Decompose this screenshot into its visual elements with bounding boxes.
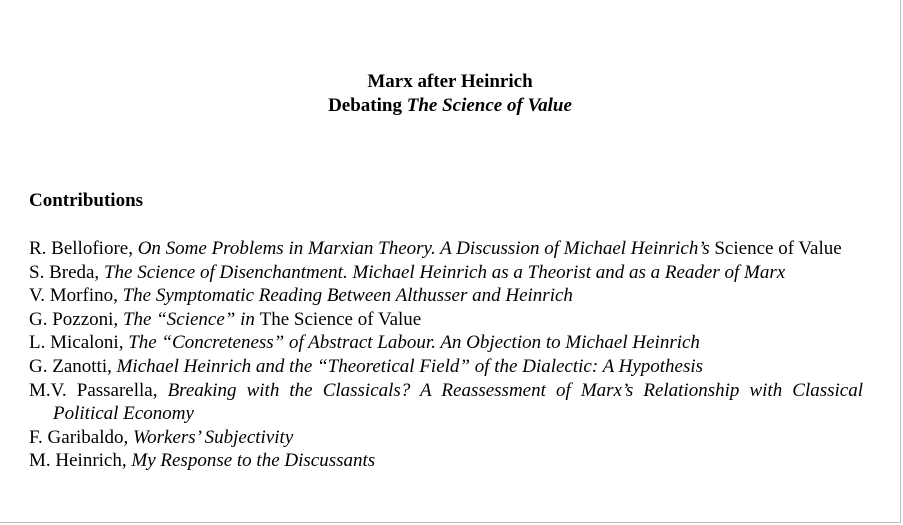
contribution-title <box>123 285 573 306</box>
contribution-entry <box>29 331 863 355</box>
contribution-title <box>133 427 293 448</box>
contribution-author: F. Garibaldo, <box>29 426 134 448</box>
contribution-author: V. Morfino, <box>29 285 123 307</box>
contribution-entry <box>29 284 863 308</box>
contribution-title-text: The Science of Disenchantment. Michael Heinrich as a Theorist and as a Reader of Marx <box>103 261 786 283</box>
contribution-title <box>104 262 785 283</box>
contribution-title-text: Workers’ Subjectivity <box>133 426 294 448</box>
contribution-title-text: Breaking with the Classicals? A Reassessment of Marx’s Relationship with Classical Political Economy <box>53 379 864 425</box>
contribution-entry <box>29 355 863 379</box>
contribution-title-text: Michael Heinrich and the “Theoretical Field” of the Dialectic: A Hypothesis <box>116 355 704 377</box>
contribution-title-text: On Some Problems in Marxian Theory. A Discussion of Michael Heinrich’s <box>137 238 715 259</box>
contribution-author: M. Heinrich, <box>29 450 132 472</box>
contribution-entry <box>29 308 863 332</box>
contribution-author: G. Pozzoni, <box>29 308 123 330</box>
title-line-2-italic: The Science of Value <box>406 95 572 116</box>
contribution-title <box>138 238 842 259</box>
contribution-title <box>131 450 375 471</box>
contribution-author: R. Bellofiore, <box>29 238 138 259</box>
contribution-title-upright: The Science of Value <box>259 308 422 330</box>
contribution-entry <box>29 261 863 285</box>
contributions-heading: Contributions <box>29 190 144 211</box>
title-line-1: Marx after Heinrich <box>367 71 533 92</box>
contribution-author: S. Breda, <box>29 261 104 283</box>
document-title <box>0 70 900 118</box>
contribution-title-text: The Symptomatic Reading Between Althusser and Heinrich <box>122 285 573 307</box>
title-line-2 <box>0 94 900 118</box>
contribution-author: M.V. Passarella, <box>29 379 168 401</box>
contribution-title <box>128 332 700 353</box>
contribution-title-upright: Science of Value <box>714 238 842 259</box>
contribution-title <box>123 309 421 330</box>
contribution-entry <box>29 426 863 450</box>
contribution-title-text: The “Concreteness” of Abstract Labour. An Objection to Michael Heinrich <box>128 332 700 354</box>
contribution-author: L. Micaloni, <box>29 332 129 354</box>
contribution-entry <box>29 379 863 426</box>
contribution-title <box>117 356 703 377</box>
contribution-title-text: The “Science” in <box>122 308 260 330</box>
contributions-list <box>29 237 863 473</box>
title-line-2-prefix: Debating <box>328 95 407 116</box>
contribution-entry <box>29 237 863 261</box>
contribution-title-text: My Response to the Discussants <box>131 450 376 472</box>
contribution-title <box>53 380 863 425</box>
contribution-entry <box>29 449 863 473</box>
contribution-author: G. Zanotti, <box>29 355 117 377</box>
